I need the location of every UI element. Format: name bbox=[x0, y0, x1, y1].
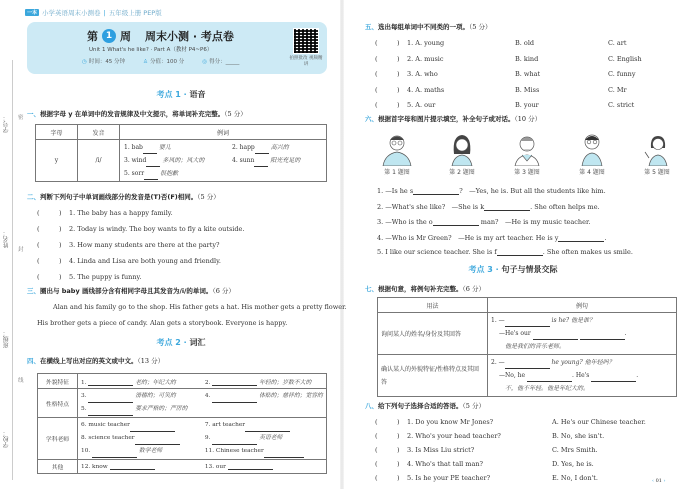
q2-text: 判断下列句子中单词画线部分的发音是(T)否(F)相同。 bbox=[40, 193, 198, 201]
q4-item-9 bbox=[205, 435, 282, 441]
q4-item-11 bbox=[205, 448, 304, 454]
q6-prompt: 1. —Is he s bbox=[377, 187, 414, 195]
q6-continuation: man? —He is my music teacher. bbox=[478, 218, 591, 226]
q3-number: 三、 bbox=[27, 287, 40, 295]
q4-item-10-hint: 数学老师 bbox=[138, 448, 163, 454]
q1-sound: /i/ bbox=[78, 140, 120, 182]
q6-text: 根据首字母和图片提示填空，补全句子或对话。 bbox=[378, 115, 515, 123]
q5-option-b: B. what bbox=[515, 70, 541, 78]
q8-answer-paren[interactable]: ( ) bbox=[375, 474, 400, 482]
q4-item-9-hint: 英语老师 bbox=[259, 435, 283, 441]
q5-item bbox=[375, 100, 634, 109]
week-suffix: 周 bbox=[120, 30, 131, 43]
section-3-heading bbox=[342, 264, 684, 275]
q8-answer-option: D. Yes, he is. bbox=[552, 460, 594, 468]
q6-continuation: . She often helps me. bbox=[530, 202, 600, 211]
question-7-heading bbox=[365, 284, 485, 293]
q7-r2-line-2: —No, he . He's . bbox=[491, 369, 673, 382]
q1-header-letter: 字母 bbox=[36, 125, 78, 140]
q7-r1-answer-prefix: —He's our bbox=[499, 330, 531, 337]
q4-item-3-hint: 滑稽的；可笑的 bbox=[135, 393, 176, 399]
q5-option-a: 2. A. music bbox=[407, 54, 444, 63]
q8-question: 3. Is Miss Liu strict? bbox=[407, 446, 475, 454]
question-5-heading bbox=[365, 22, 491, 31]
q5-text: 选出每组单词中不同类的一项。 bbox=[378, 23, 469, 31]
q7-example-1 bbox=[488, 313, 677, 355]
figure-5-caption: 第 5 题图 bbox=[644, 169, 670, 176]
q2-item-3 bbox=[37, 240, 220, 249]
q2-answer-paren-1[interactable]: ( ) bbox=[37, 209, 62, 217]
q7-number: 七、 bbox=[365, 285, 378, 293]
q4-item-10 bbox=[81, 445, 203, 458]
qr-label: 拍照批改 视频精讲 bbox=[289, 56, 323, 67]
series-grade: 五年级上册 PEP版 bbox=[108, 9, 162, 17]
q4-item-5-num: 5. bbox=[81, 406, 87, 412]
qr-code[interactable] bbox=[293, 28, 319, 54]
q8-question: 1. Do you know Mr Jones? bbox=[407, 418, 494, 426]
q4-item-3-num: 3. bbox=[81, 393, 87, 399]
young-man-icon bbox=[574, 130, 610, 166]
q4-item-4 bbox=[205, 393, 323, 399]
section-3-title: 句子与情景交际 bbox=[498, 265, 558, 274]
q1-item-5-hint: 很抱歉 bbox=[159, 170, 178, 177]
q1-points: （5 分） bbox=[224, 110, 247, 118]
q2-number: 二、 bbox=[27, 193, 40, 201]
title-banner bbox=[27, 22, 327, 74]
q6-continuation: ? —Yes, he is. But all the students like him. bbox=[459, 187, 606, 195]
q5-item bbox=[375, 85, 627, 94]
q5-option-b: B. old bbox=[515, 39, 535, 47]
q4-number: 四、 bbox=[27, 357, 40, 365]
q6-blank[interactable] bbox=[558, 241, 604, 242]
q6-prompt: 5. I like our science teacher. She is f bbox=[377, 248, 497, 256]
q6-blank[interactable] bbox=[484, 210, 530, 211]
old-man-icon bbox=[509, 130, 545, 166]
section-2-key: 考点 2 · bbox=[156, 338, 187, 347]
q2-sentence-1: 1. The baby has a happy family. bbox=[69, 209, 173, 217]
question-4-heading bbox=[27, 356, 164, 365]
q8-item bbox=[375, 417, 646, 426]
q4-item-3 bbox=[81, 390, 203, 403]
time-info bbox=[82, 57, 125, 65]
q7-table bbox=[377, 297, 677, 397]
figure-5 bbox=[632, 130, 682, 176]
clock-icon: ◷ bbox=[82, 59, 87, 65]
q7-r2-answer-prefix: —No, he bbox=[499, 372, 526, 379]
q2-answer-paren-4[interactable]: ( ) bbox=[37, 257, 62, 265]
q4-item-10-num: 10. bbox=[81, 448, 91, 454]
score-total-info bbox=[143, 57, 184, 65]
q1-item-1-word: 1. bab bbox=[124, 144, 143, 151]
binding-line bbox=[12, 60, 13, 480]
q5-option-c: C. English bbox=[608, 54, 642, 63]
q7-r1-translation: 他是我们的音乐老师。 bbox=[505, 343, 566, 350]
q7-usage-1: 询问某人的姓名/身份及其回答 bbox=[378, 313, 488, 355]
q4-teachers-line-1 bbox=[81, 419, 323, 432]
q1-item-2 bbox=[232, 141, 289, 154]
q5-option-a: 1. A. young bbox=[407, 39, 445, 47]
q1-table bbox=[35, 124, 327, 182]
q4-teachers-line-3 bbox=[81, 445, 323, 458]
q5-option-a: 5. A. our bbox=[407, 101, 436, 109]
figure-1 bbox=[372, 130, 422, 176]
q4-blank-4[interactable] bbox=[212, 402, 257, 403]
q1-header-sound: 发音 bbox=[78, 125, 120, 140]
q3-text: 圈出与 baby 画线部分含有相同字母且其发音为/i/的单词。 bbox=[40, 287, 213, 295]
q4-teachers-line-2 bbox=[81, 432, 323, 445]
week-number-badge: 1 bbox=[102, 29, 116, 43]
q6-number: 六、 bbox=[365, 115, 378, 123]
q8-answer-option: C. Mrs Smith. bbox=[552, 446, 598, 454]
section-2-title: 词汇 bbox=[186, 338, 206, 347]
q7-row-1 bbox=[378, 313, 677, 355]
q2-answer-paren-2[interactable]: ( ) bbox=[37, 225, 62, 233]
q4-row-personality bbox=[38, 389, 327, 418]
q4-blank-12[interactable] bbox=[110, 469, 155, 470]
q6-item bbox=[377, 233, 607, 242]
q6-points: （10 分） bbox=[514, 115, 542, 123]
q4-item-2 bbox=[205, 380, 311, 386]
name-label: 姓名： bbox=[3, 230, 10, 248]
time-label: 时间：45 分钟 bbox=[88, 59, 126, 65]
q4-item-8-text: 8. science teacher bbox=[81, 435, 135, 441]
q5-option-c: C. strict bbox=[608, 101, 635, 109]
q4-item-11-text: 11. Chinese teacher bbox=[204, 448, 264, 454]
section-2-heading bbox=[10, 337, 352, 348]
section-1-heading bbox=[10, 89, 352, 100]
quiz-title: 周末小测 · 考点卷 bbox=[145, 30, 234, 43]
q4-item-2-hint: 年轻的；岁数不大的 bbox=[259, 379, 312, 386]
q1-header-examples: 例词 bbox=[120, 125, 327, 140]
page-number: ‹ 01 › bbox=[652, 478, 666, 484]
q7-r1-question: is he? 他是谁？ bbox=[549, 317, 595, 324]
class-label: 班级： bbox=[3, 330, 10, 348]
section-3-key: 考点 3 · bbox=[468, 265, 499, 274]
q8-question: 2. Who's your head teacher? bbox=[407, 432, 501, 440]
q5-option-c: C. Mr bbox=[608, 85, 627, 94]
q4-category-appearance: 外貌特征 bbox=[38, 374, 78, 389]
q7-r2-prefix: 2. — bbox=[491, 359, 505, 366]
q6-figures bbox=[372, 130, 682, 176]
q8-item bbox=[375, 459, 594, 468]
q7-blank-3[interactable] bbox=[580, 339, 625, 340]
q1-item-4-hint: 阳光充足的 bbox=[270, 157, 301, 164]
q3-paragraph-line-2: His brother gets a piece of candy. Alan gets a storybook. Everyone is happy. bbox=[37, 319, 288, 327]
q7-r2-translation: 不，他不年轻。他是年纪大的。 bbox=[505, 385, 590, 392]
q4-item-13 bbox=[205, 464, 273, 470]
person-icon: ♙ bbox=[143, 59, 148, 65]
q4-blank-10[interactable] bbox=[92, 457, 137, 458]
q6-item bbox=[377, 202, 600, 211]
q1-example-cell bbox=[120, 140, 327, 182]
q7-r1-prefix: 1. — bbox=[491, 317, 505, 324]
q4-item-4-num: 4. bbox=[204, 393, 211, 399]
q5-item bbox=[375, 38, 626, 47]
q6-blank[interactable] bbox=[433, 225, 479, 226]
q5-answer-paren[interactable]: ( ) bbox=[375, 101, 400, 109]
q4-personality-line-1 bbox=[81, 390, 323, 403]
q4-blank-11[interactable] bbox=[264, 457, 304, 458]
q5-number: 五、 bbox=[365, 23, 378, 31]
page-number-value: 01 bbox=[655, 478, 662, 484]
q1-letter: y bbox=[36, 140, 78, 182]
q1-item-1 bbox=[124, 141, 232, 154]
q4-blank-1[interactable] bbox=[88, 385, 133, 386]
q1-item-5 bbox=[124, 170, 178, 177]
q4-blank-5[interactable] bbox=[88, 415, 133, 416]
q4-personality-line-2 bbox=[81, 403, 323, 416]
q6-continuation: . bbox=[604, 233, 607, 242]
q6-item bbox=[377, 186, 606, 195]
q3-paragraph-line-1: Alan and his family go to the shop. His father gets a hat. His mother gets a pretty flower. bbox=[53, 303, 347, 311]
q5-option-a: 3. A. who bbox=[407, 70, 438, 78]
long-hair-girl-icon bbox=[444, 130, 480, 166]
q2-answer-paren-5[interactable]: ( ) bbox=[37, 273, 62, 281]
seal-mark-1: 密 bbox=[18, 115, 24, 121]
q4-item-5-hint: 要求严格的；严厉的 bbox=[135, 406, 188, 412]
series-header bbox=[25, 8, 162, 17]
q7-blank-6[interactable] bbox=[591, 381, 636, 382]
school-label: 学校： bbox=[3, 430, 10, 448]
question-3-heading bbox=[27, 286, 235, 295]
q1-item-3-word: 3. wind bbox=[124, 157, 147, 164]
q7-r2-question: he young? 他年轻吗？ bbox=[549, 359, 615, 366]
q4-item-1-num: 1. bbox=[81, 379, 87, 386]
q4-category-other: 其他 bbox=[38, 460, 78, 474]
series-title: 小学英语周末小测卷 bbox=[42, 9, 101, 17]
q4-item-4-hint: 体贴的；慈祥的；宽容的 bbox=[259, 393, 323, 399]
q8-number: 八、 bbox=[365, 402, 378, 410]
q1-item-2-hint: 高兴的 bbox=[270, 144, 289, 151]
q4-category-personality: 性格特点 bbox=[38, 389, 78, 418]
q4-personality-cell bbox=[78, 389, 327, 418]
q6-prompt: 3. —Who is the o bbox=[377, 218, 433, 226]
q8-item bbox=[375, 473, 598, 482]
q2-sentence-5: 5. The puppy is funny. bbox=[69, 273, 142, 281]
q7-example-2 bbox=[488, 355, 677, 397]
q5-option-b: B. kind bbox=[515, 54, 539, 63]
q4-blank-13[interactable] bbox=[228, 469, 273, 470]
q2-item-2 bbox=[37, 224, 244, 233]
unit-subtitle: Unit 1 What's he like? · Part A（教材 P4~P6） bbox=[89, 47, 213, 53]
q8-text: 给下列句子选择合适的答语。 bbox=[378, 402, 463, 410]
q4-appearance-cell bbox=[78, 374, 327, 389]
q7-points: （6 分） bbox=[462, 285, 485, 293]
q2-item-4 bbox=[37, 256, 221, 265]
q4-category-teachers: 学科老师 bbox=[38, 418, 78, 460]
section-1-key: 考点 1 · bbox=[156, 90, 187, 99]
q2-sentence-2: 2. Today is windy. The boy wants to fly a kite outside. bbox=[69, 225, 245, 233]
right-page bbox=[342, 0, 684, 489]
q4-other-cell bbox=[78, 460, 327, 474]
q6-prompt: 2. —What's she like? —She is k bbox=[377, 202, 485, 211]
q4-teachers-cell bbox=[78, 418, 327, 460]
q5-points: （5 分） bbox=[469, 23, 492, 31]
q5-option-b: B. Miss bbox=[515, 85, 540, 94]
question-2-heading bbox=[27, 192, 220, 201]
q4-item-5 bbox=[81, 406, 187, 412]
q8-answer-option: E. No, I don't. bbox=[552, 474, 598, 482]
q1-item-4-word: 4. sunn bbox=[232, 157, 255, 164]
woman-teacher-icon bbox=[639, 130, 675, 166]
score-got-info bbox=[202, 57, 239, 65]
q4-item-12 bbox=[81, 464, 203, 470]
q8-answer-paren[interactable]: ( ) bbox=[375, 432, 400, 440]
q5-answer-paren[interactable]: ( ) bbox=[375, 54, 400, 63]
q4-item-12-text: 12. know bbox=[81, 463, 108, 470]
q7-usage-2: 确认某人的外貌特征/性格特点及其回答 bbox=[378, 355, 488, 397]
q8-question: 4. Who's that tall man? bbox=[407, 460, 484, 468]
q8-answer-option: A. He's our Chinese teacher. bbox=[552, 418, 646, 426]
q7-text: 根据句意，将例句补充完整。 bbox=[378, 285, 463, 293]
q5-item bbox=[375, 54, 642, 63]
q7-r2-line-1 bbox=[491, 356, 673, 369]
figure-1-caption: 第 1 题图 bbox=[384, 169, 410, 176]
q5-answer-paren[interactable]: ( ) bbox=[375, 70, 400, 78]
quiz-meta bbox=[82, 57, 239, 65]
q5-option-c: C. art bbox=[608, 39, 627, 47]
q3-points: （6 分） bbox=[212, 287, 235, 295]
figure-3 bbox=[502, 130, 552, 176]
q5-option-a: 4. A. maths bbox=[407, 85, 445, 94]
target-icon: ◎ bbox=[202, 59, 208, 65]
score-total-label: 分值：100 分 bbox=[150, 59, 185, 65]
q2-answer-paren-3[interactable]: ( ) bbox=[37, 241, 62, 249]
q4-points: （13 分） bbox=[137, 357, 165, 365]
q1-item-1-hint: 婴儿 bbox=[158, 144, 171, 151]
q4-item-6-text: 6. music teacher bbox=[81, 422, 130, 428]
q4-row-teachers bbox=[38, 418, 327, 460]
q7-r1-line-1 bbox=[491, 314, 673, 327]
banner-title bbox=[87, 28, 234, 44]
man-with-glasses-icon bbox=[379, 130, 415, 166]
section-1-title: 语音 bbox=[186, 90, 206, 99]
q5-option-b: B. your bbox=[515, 101, 539, 109]
score-got-label: 得分：_____ bbox=[209, 59, 240, 65]
q1-row-2 bbox=[124, 154, 322, 167]
q1-row-3 bbox=[124, 167, 322, 180]
figure-4 bbox=[567, 130, 617, 176]
q4-item-1-hint: 老的；年纪大的 bbox=[135, 379, 176, 386]
q8-item bbox=[375, 445, 598, 454]
q8-points: （5 分） bbox=[462, 402, 485, 410]
q1-item-3 bbox=[124, 154, 232, 167]
q4-blank-2[interactable] bbox=[212, 385, 257, 386]
q4-row-appearance bbox=[38, 374, 327, 389]
q6-item bbox=[377, 248, 633, 256]
q6-blank[interactable] bbox=[497, 255, 543, 256]
question-8-heading bbox=[365, 401, 485, 410]
figure-2 bbox=[437, 130, 487, 176]
q4-item-2-num: 2. bbox=[204, 379, 211, 386]
q4-item-7 bbox=[205, 422, 290, 428]
q1-blank-5[interactable] bbox=[144, 179, 158, 180]
q4-table bbox=[37, 373, 327, 474]
series-separator: | bbox=[103, 8, 106, 17]
q6-item bbox=[377, 217, 590, 226]
seal-mark-3: 线 bbox=[18, 378, 24, 384]
question-6-heading bbox=[365, 114, 541, 123]
q4-row-other bbox=[38, 460, 327, 474]
q5-answer-paren[interactable]: ( ) bbox=[375, 85, 400, 94]
q6-prompt: 4. —Who is Mr Green? —He is my art teacher. He is y bbox=[377, 233, 559, 242]
q8-item bbox=[375, 431, 604, 440]
q6-continuation: . She often makes us smile. bbox=[542, 248, 633, 256]
q4-item-13-text: 13. our bbox=[204, 463, 226, 470]
q8-answer-paren[interactable]: ( ) bbox=[375, 418, 400, 426]
q1-item-2-word: 2. happ bbox=[232, 144, 255, 151]
q1-number: 一、 bbox=[27, 110, 40, 118]
q7-r1-answer-end: . bbox=[624, 330, 627, 337]
q1-row-1 bbox=[124, 141, 322, 154]
seal-mark-2: 封 bbox=[18, 247, 24, 253]
figure-3-caption: 第 3 题图 bbox=[514, 169, 540, 176]
q4-item-9-num: 9. bbox=[204, 435, 211, 441]
q2-sentence-4: 4. Linda and Lisa are both young and friendly. bbox=[69, 257, 221, 265]
figure-2-caption: 第 2 题图 bbox=[449, 169, 475, 176]
q2-item-1 bbox=[37, 208, 173, 217]
q8-answer-option: B. No, she isn't. bbox=[552, 432, 605, 440]
q5-option-c: C. funny bbox=[608, 70, 636, 78]
q7-header-example: 例句 bbox=[488, 298, 677, 313]
q4-text: 在横线上写出对应的英文或中文。 bbox=[40, 357, 138, 365]
week-prefix: 第 bbox=[87, 30, 98, 43]
q4-item-7-text: 7. art teacher bbox=[204, 422, 246, 428]
q1-item-5-word: 5. sorr bbox=[124, 170, 145, 177]
q1-item-4 bbox=[232, 154, 300, 167]
q7-header-usage: 用法 bbox=[378, 298, 488, 313]
q1-text: 根据字母 y 在单词中的发音规律及中文提示，将单词补充完整。 bbox=[40, 110, 225, 118]
q4-item-6 bbox=[81, 419, 203, 432]
series-badge: 一本 bbox=[27, 10, 38, 16]
figure-4-caption: 第 4 题图 bbox=[579, 169, 605, 176]
q4-item-8 bbox=[81, 432, 203, 445]
q8-question: 5. Is he your PE teacher? bbox=[407, 474, 491, 482]
q5-answer-paren[interactable]: ( ) bbox=[375, 39, 400, 47]
q8-answer-paren[interactable]: ( ) bbox=[375, 446, 400, 454]
student-no-label: 学号： bbox=[3, 115, 10, 133]
question-1-heading bbox=[27, 109, 247, 118]
q8-answer-paren[interactable]: ( ) bbox=[375, 460, 400, 468]
q4-item-1 bbox=[81, 377, 203, 386]
q7-r2-answer-mid: . He's bbox=[572, 372, 590, 379]
q6-blank[interactable] bbox=[413, 194, 459, 195]
q2-item-5 bbox=[37, 272, 141, 281]
q1-item-3-hint: 多风的；风大的 bbox=[162, 157, 205, 164]
q5-item bbox=[375, 69, 636, 78]
q1-blank-4[interactable] bbox=[254, 166, 268, 167]
q2-points: （5 分） bbox=[197, 193, 220, 201]
q2-sentence-3: 3. How many students are there at the party? bbox=[69, 241, 220, 249]
q7-row-2 bbox=[378, 355, 677, 397]
q7-r1-line-2 bbox=[491, 327, 673, 340]
